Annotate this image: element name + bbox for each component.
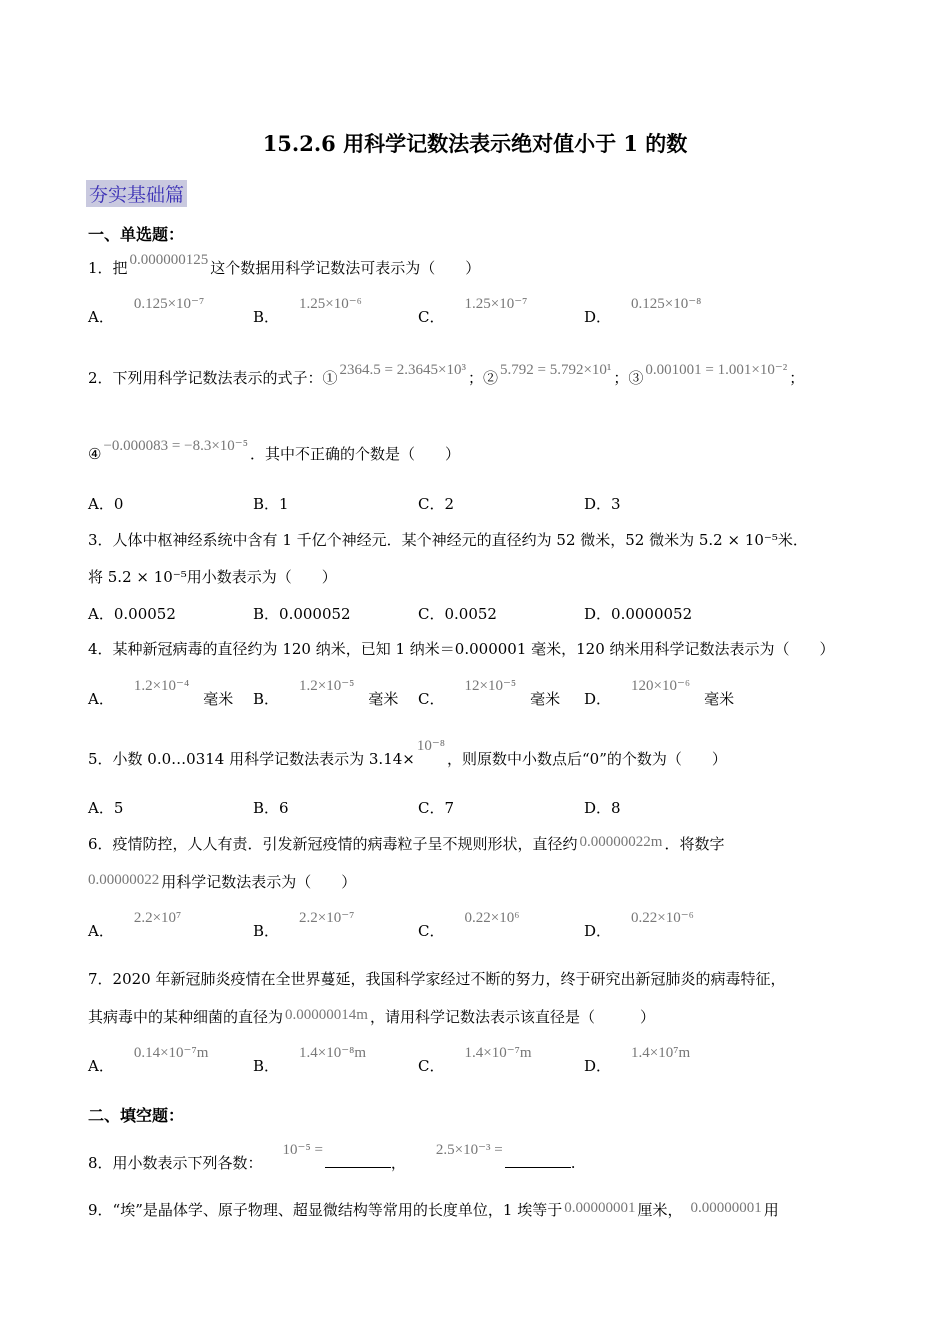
option-d[interactable]: D．0.125×10⁻⁸ bbox=[584, 296, 702, 326]
answer-blank[interactable] bbox=[325, 1153, 391, 1168]
option-a[interactable]: A．0.14×10⁻⁷m bbox=[88, 1045, 209, 1075]
question-7-cont: 其病毒中的某种细菌的直径为 0.00000014m ，请用科学记数法表示该直径是（ ） bbox=[88, 1007, 655, 1026]
option-a[interactable]: A．0 bbox=[88, 495, 124, 513]
question-1: 1．把 0.000000125 这个数据用科学记数法可表示为（ ） bbox=[88, 252, 481, 277]
question-3: 3．人体中枢神经系统中含有 1 千亿个神经元．某个神经元的直径约为 52 微米，52 微米为 5.2 × 10⁻⁵米． bbox=[88, 531, 808, 549]
question-6-cont: 0.00000022 用科学记数法表示为（ ） bbox=[88, 872, 357, 891]
option-d[interactable]: D．0.22×10⁻⁶ bbox=[584, 910, 694, 940]
option-b[interactable]: B．0.000052 bbox=[253, 605, 351, 623]
option-b[interactable]: B．1.2×10⁻⁵毫米 bbox=[253, 678, 399, 708]
options-q1 bbox=[88, 296, 888, 330]
option-c[interactable]: C．0.22×10⁶ bbox=[418, 910, 520, 940]
option-a[interactable]: A．0.00052 bbox=[88, 605, 176, 623]
part-heading-fill: 二、填空题： bbox=[88, 1106, 185, 1125]
option-d[interactable]: D．1.4×10⁷m bbox=[584, 1045, 691, 1075]
option-a[interactable]: A．0.125×10⁻⁷ bbox=[88, 296, 205, 326]
question-4: 4．某种新冠病毒的直径约为 120 纳米，已知 1 纳米＝0.000001 毫米，120 纳米用科学记数法表示为（ ） bbox=[88, 640, 835, 658]
section-label: 夯实基础篇 bbox=[86, 180, 187, 207]
question-9: 9．“埃”是晶体学、原子物理、超显微结构等常用的长度单位，1 埃等于 0.00000001 厘米， 0.00000001 用 bbox=[88, 1200, 779, 1219]
option-c[interactable]: C．0.0052 bbox=[418, 605, 497, 623]
options-q7 bbox=[88, 1045, 888, 1079]
option-b[interactable]: B．2.2×10⁻⁷ bbox=[253, 910, 355, 940]
question-2: 2．下列用科学记数法表示的式子：① 2364.5 = 2.3645×10³ ；② 5.792 = 5.792×10¹ ；③ 0.001001 = 1.001×10⁻² ； bbox=[88, 362, 805, 387]
question-2-cont: ④ −0.000083 = −8.3×10⁻⁵ ．其中不正确的个数是（ ） bbox=[88, 438, 460, 463]
option-b[interactable]: B．6 bbox=[253, 799, 289, 817]
option-a[interactable]: A．5 bbox=[88, 799, 124, 817]
option-a[interactable]: A．2.2×10⁷ bbox=[88, 910, 182, 940]
option-b[interactable]: B．1.25×10⁻⁶ bbox=[253, 296, 362, 326]
option-d[interactable]: D．8 bbox=[584, 799, 621, 817]
math-expr: 0.000000125 bbox=[129, 252, 209, 268]
question-5: 5．小数 0.0…0314 用科学记数法表示为 3.14×10⁻⁸，则原数中小数点后“0”的个数为（ ） bbox=[88, 738, 727, 768]
part-heading-choice: 一、单选题： bbox=[88, 225, 185, 244]
option-c[interactable]: C．2 bbox=[418, 495, 455, 513]
option-b[interactable]: B．1 bbox=[253, 495, 289, 513]
option-c[interactable]: C．1.4×10⁻⁷m bbox=[418, 1045, 532, 1075]
option-d[interactable]: D．0.0000052 bbox=[584, 605, 693, 623]
option-a[interactable]: A．1.2×10⁻⁴毫米 bbox=[88, 678, 234, 708]
option-c[interactable]: C．12×10⁻⁵毫米 bbox=[418, 678, 561, 708]
answer-blank[interactable] bbox=[505, 1153, 571, 1168]
question-3-cont: 将 5.2 × 10⁻⁵用小数表示为（ ） bbox=[88, 568, 337, 586]
options-q2 bbox=[88, 493, 888, 517]
options-q3 bbox=[88, 603, 888, 627]
question-8: 8．用小数表示下列各数：10⁻⁵ =，2.5×10⁻³ =. bbox=[88, 1142, 576, 1172]
options-q6 bbox=[88, 910, 888, 944]
option-c[interactable]: C．7 bbox=[418, 799, 455, 817]
option-c[interactable]: C．1.25×10⁻⁷ bbox=[418, 296, 528, 326]
page-title: 15.2.6 用科学记数法表示绝对值小于 1 的数 bbox=[262, 131, 688, 156]
question-6: 6．疫情防控，人人有责．引发新冠疫情的病毒粒子呈不规则形状，直径约 0.00000022m ．将数字 bbox=[88, 834, 725, 853]
option-d[interactable]: D．3 bbox=[584, 495, 621, 513]
option-d[interactable]: D．120×10⁻⁶毫米 bbox=[584, 678, 735, 708]
options-q5 bbox=[88, 797, 888, 821]
option-b[interactable]: B．1.4×10⁻⁸m bbox=[253, 1045, 367, 1075]
question-7: 7．2020 年新冠肺炎疫情在全世界蔓延，我国科学家经过不断的努力，终于研究出新冠肺炎的病毒特征， bbox=[88, 970, 786, 988]
options-q4 bbox=[88, 678, 888, 712]
